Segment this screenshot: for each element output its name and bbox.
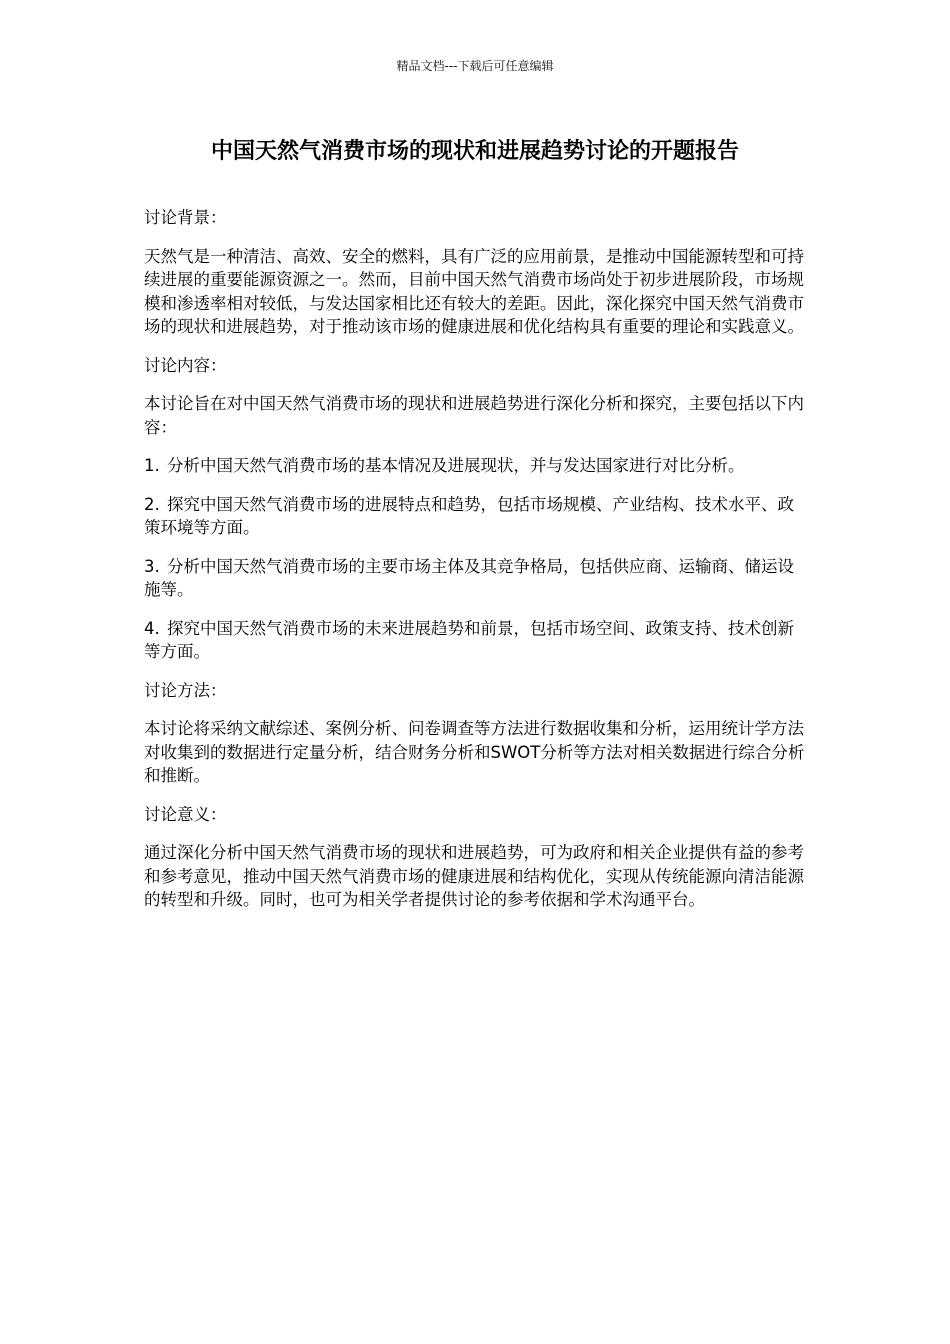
- list-item-text: 分析中国天然气消费市场的基本情况及进展现状，并与发达国家进行对比分析。: [167, 456, 745, 475]
- section-heading-content: 讨论内容：: [144, 355, 227, 375]
- list-item: [144, 454, 809, 478]
- list-item-text: 探究中国天然气消费市场的未来进展趋势和前景，包括市场空间、政策支持、技术创新等方面。: [144, 618, 794, 661]
- section-text-background: 天然气是一种清洁、高效、安全的燃料，具有广泛的应用前景，是推动中国能源转型和可持续进展的重要能源资源之一。然而，目前中国天然气消费市场尚处于初步进展阶段，市场规模和渗透率相对较低，与发达国家相比还有较大的差距。因此，深化探究中国天然气消费市场的现状和进展趋势，对于推动该市场的健康进展和优化结构具有重要的理论和实践意义。: [144, 246, 804, 336]
- list-item: [144, 493, 809, 540]
- section-heading-background: 讨论背景：: [144, 208, 227, 227]
- section-text-method: 本讨论将采纳文献综述、案例分析、问卷调查等方法进行数据收集和分析，运用统计学方法对收集到的数据进行定量分析，结合财务分析和SWOT分析等方法对相关数据进行综合分析和推断。: [144, 719, 805, 785]
- section-intro-content: 本讨论旨在对中国天然气消费市场的现状和进展趋势进行深化分析和探究，主要包括以下内容：: [144, 394, 804, 437]
- header-note: 精品文档---下载后可任意编辑: [396, 59, 554, 73]
- document-body: [144, 206, 809, 927]
- list-item: [144, 555, 809, 602]
- section-heading-significance: 讨论意义：: [144, 804, 227, 824]
- list-item-text: 探究中国天然气消费市场的进展特点和趋势，包括市场规模、产业结构、技术水平、政策环境等方面。: [144, 494, 794, 537]
- section-heading-method: 讨论方法：: [144, 680, 227, 700]
- section-text-significance: 通过深化分析中国天然气消费市场的现状和进展趋势，可为政府和相关企业提供有益的参考和参考意见，推动中国天然气消费市场的健康进展和结构优化，实现从传统能源向清洁能源的转型和升级。同时，也可为相关学者提供讨论的参考依据和学术沟通平台。: [144, 843, 804, 909]
- document-title: 中国天然气消费市场的现状和进展趋势讨论的开题报告: [210, 139, 739, 164]
- list-item-number: 4.: [144, 618, 160, 638]
- list-item-text: 分析中国天然气消费市场的主要市场主体及其竞争格局，包括供应商、运输商、储运设施等。: [144, 556, 794, 599]
- list-item: [144, 617, 809, 664]
- list-item-number: 2.: [144, 494, 160, 514]
- list-item-number: 3.: [144, 556, 160, 576]
- list-item-number: 1.: [144, 456, 160, 475]
